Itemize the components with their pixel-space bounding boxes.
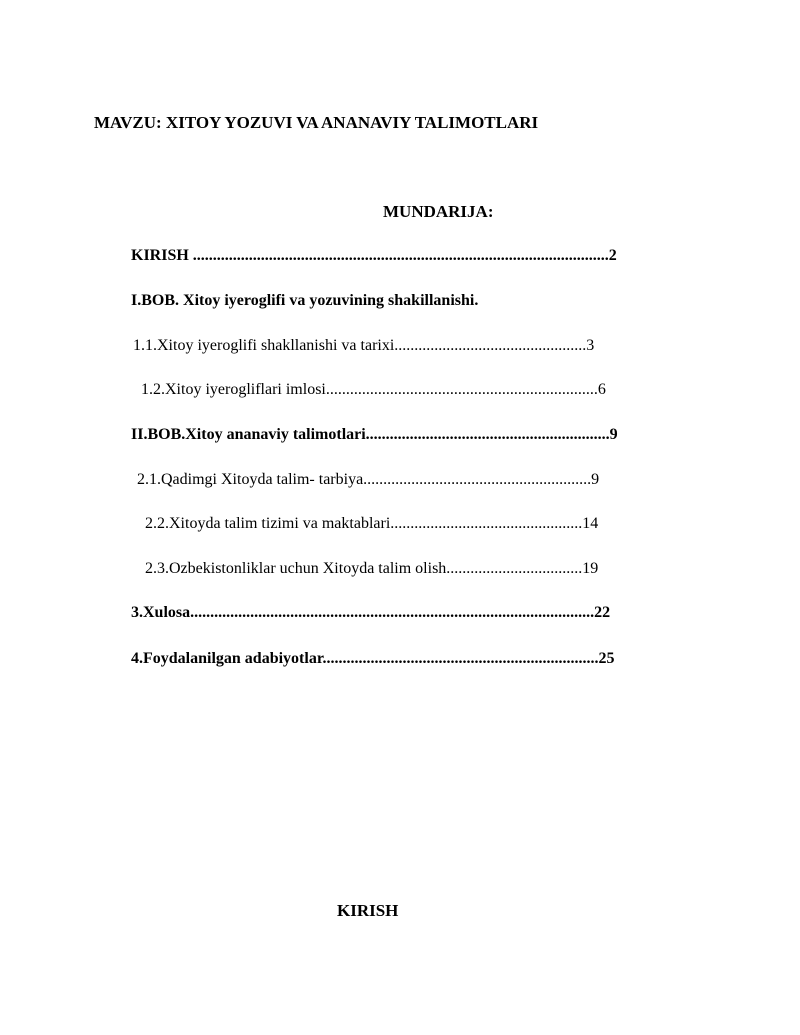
toc-entry-2-3: 2.3.Ozbekistonliklar uchun Xitoyda talim olish..................................19 <box>145 560 599 577</box>
toc-entry-adabiyotlar: 4.Foydalanilgan adabiyotlar.....................................................................25 <box>131 650 615 667</box>
section-heading-kirish: KIRISH <box>337 901 399 920</box>
document-title: MAVZU: XITOY YOZUVI VA ANANAVIY TALIMOTLARI <box>94 113 539 132</box>
toc-entry-1-2: 1.2.Xitoy iyerogliflari imlosi....................................................................6 <box>141 381 606 398</box>
toc-entry-chapter-1: I.BOB. Xitoy iyeroglifi va yozuvining shakillanishi. <box>131 292 479 309</box>
toc-entry-1-1: 1.1.Xitoy iyeroglifi shakllanishi va tarixi................................................3 <box>133 337 595 354</box>
toc-entry-2-1: 2.1.Qadimgi Xitoyda talim- tarbiya.........................................................9 <box>137 471 600 488</box>
toc-entry-xulosa: 3.Xulosa.....................................................................................................22 <box>131 604 611 621</box>
toc-entry-2-2: 2.2.Xitoyda talim tizimi va maktablari................................................14 <box>145 515 599 532</box>
toc-entry-kirish: KIRISH ........................................................................................................2 <box>131 247 617 264</box>
toc-entry-chapter-2: II.BOB.Xitoy ananaviy talimotlari.............................................................9 <box>131 426 618 443</box>
toc-heading: MUNDARIJA: <box>383 202 494 221</box>
